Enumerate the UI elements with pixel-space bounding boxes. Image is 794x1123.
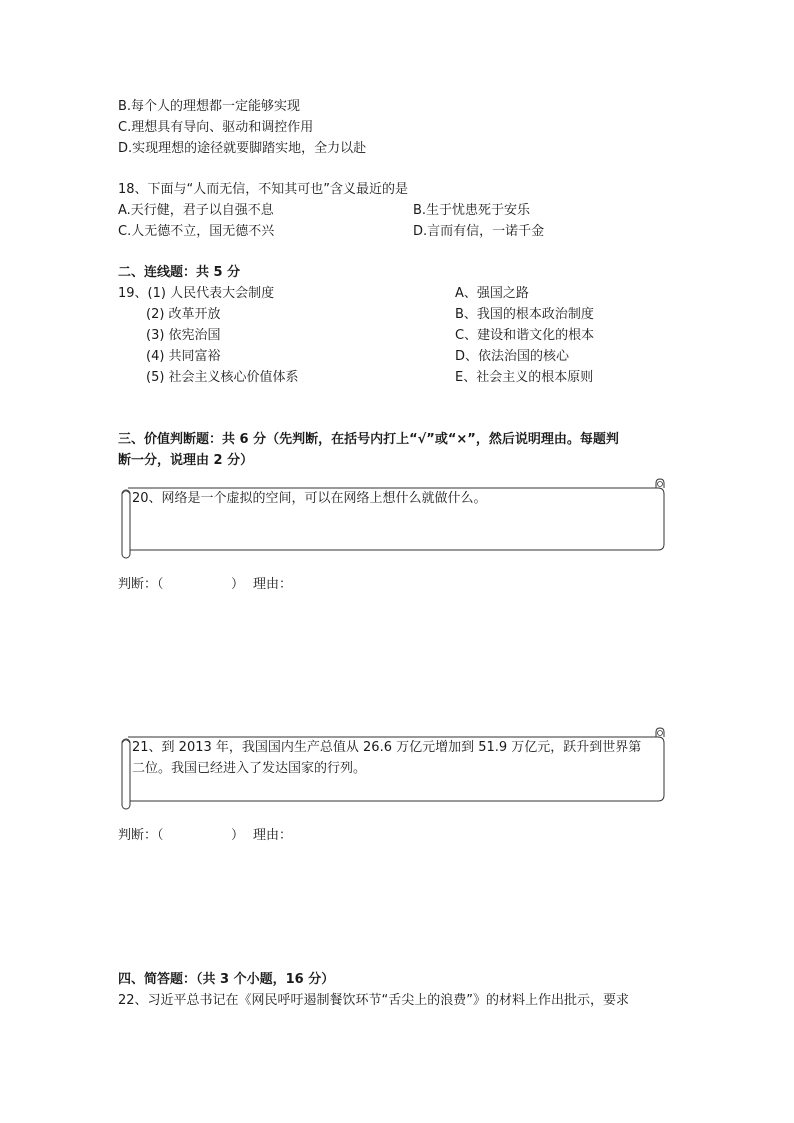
q21-judge-close: ） — [231, 828, 245, 843]
match-right-a: A、强国之路 — [455, 286, 529, 301]
q18-option-d: D.言而有信，一诺千金 — [413, 224, 545, 239]
match-left-1: 19、(1) 人民代表大会制度 — [118, 286, 275, 301]
match-right-d: D、依法治国的核心 — [455, 349, 570, 364]
q21-statement — [132, 737, 662, 779]
q20-statement: 20、网络是一个虚拟的空间，可以在网络上想什么就做什么。 — [132, 491, 487, 506]
q21-line1: 21、到 2013 年，我国国内生产总值从 26.6 万亿元增加到 51.9 万亿元，跃升到世界第 — [132, 740, 642, 755]
q17-option-b: B.每个人的理想都一定能够实现 — [118, 99, 301, 114]
q17-option-d: D.实现理想的途径就要脚踏实地，全力以赴 — [118, 141, 367, 156]
q21-line2: 二位。我国已经进入了发达国家的行列。 — [132, 761, 367, 776]
match-left-4: (4) 共同富裕 — [146, 349, 221, 364]
q22-stem: 22、习近平总书记在《网民呼吁遏制餐饮环节“舌尖上的浪费”》的材料上作出批示，要求 — [118, 993, 630, 1008]
q18-stem: 18、下面与“人而无信，不知其可也”含义最近的是 — [118, 182, 409, 197]
q18-option-b: B.生于忧患死于安乐 — [413, 203, 531, 218]
match-right-e: E、社会主义的根本原则 — [455, 370, 594, 385]
match-left-2: (2) 改革开放 — [146, 307, 221, 322]
q18-option-c: C.人无德不立，国无德不兴 — [118, 224, 275, 239]
q20-reason-label: 理由： — [253, 577, 293, 592]
match-left-3: (3) 依宪治国 — [146, 328, 221, 343]
section4-title: 四、简答题：（共 3 个小题，16 分） — [118, 972, 335, 987]
match-right-c: C、建设和谐文化的根本 — [455, 328, 595, 343]
q20-judge-label: 判断：（ — [118, 577, 164, 592]
q20-scroll-box — [118, 478, 670, 560]
match-left-5: (5) 社会主义核心价值体系 — [146, 370, 299, 385]
q17-option-c: C.理想具有导向、驱动和调控作用 — [118, 120, 314, 135]
section2-title: 二、连线题：共 5 分 — [118, 265, 241, 280]
q21-judge-label: 判断：（ — [118, 828, 164, 843]
match-right-b: B、我国的根本政治制度 — [455, 307, 594, 322]
q18-option-a: A.天行健，君子以自强不息 — [118, 203, 274, 218]
section3-title-line1: 三、价值判断题：共 6 分（先判断，在括号内打上“√”或“×”，然后说明理由。每题判 — [118, 432, 619, 447]
q21-scroll-box — [118, 727, 670, 811]
q20-judge-close: ） — [231, 577, 245, 592]
q21-reason-label: 理由： — [253, 828, 293, 843]
section3-title-line2: 断一分，说理由 2 分） — [118, 453, 254, 468]
